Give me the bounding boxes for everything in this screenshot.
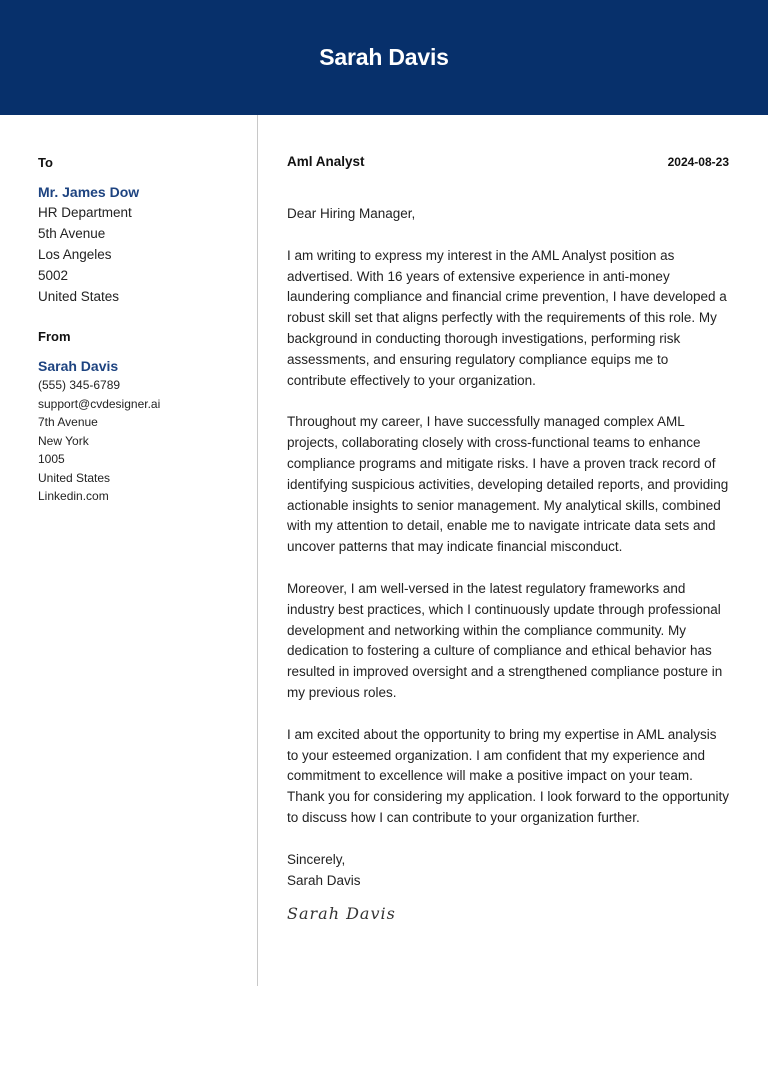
- sender-zip: 1005: [38, 452, 65, 466]
- sender-phone: (555) 345-6789: [38, 378, 121, 392]
- applicant-name: Sarah Davis: [319, 44, 449, 70]
- contact-sidebar: [38, 154, 248, 506]
- letter-date: 2024-08-23: [667, 155, 729, 169]
- sender-email: support@cvdesigner.ai: [38, 396, 161, 411]
- recipient-line: 5002: [38, 268, 69, 283]
- paragraph: I am writing to express my interest in the AML Analyst position as advertised. With 16 years of extensive experience in anti-money laundering compliance and financial crime prevention, I have developed a robust skill set that aligns perfectly with the requirements of this role. My background in conducting thorough investigations, performing risk assessments, and ensuring regulatory compliance equips me to contribute effectively to your organization.: [287, 247, 727, 388]
- recipient-line: Los Angeles: [38, 247, 112, 262]
- sender-city: New York: [38, 433, 89, 448]
- recipient-name: Mr. James Dow: [38, 184, 140, 200]
- from-label: From: [38, 329, 71, 344]
- paragraph: Throughout my career, I have successfully managed complex AML projects, collaborating closely with cross-functional teams to enhance compliance programs and mitigate risks. I have a proven track record of identifying suspicious activities, developing detailed reports, and providing actionable insights to senior management. My analytical skills, combined with my attention to detail, enable me to navigate intricate data sets and uncover patterns that may indicate financial misconduct.: [287, 414, 729, 555]
- recipient-address: [38, 202, 248, 307]
- handwritten-signature: Sarah Davis: [287, 904, 396, 924]
- sender-country: United States: [38, 470, 111, 485]
- recipient-line: 5th Avenue: [38, 226, 106, 241]
- sender-name: Sarah Davis: [38, 358, 119, 374]
- recipient-line: HR Department: [38, 205, 132, 220]
- letter-meta: [287, 154, 729, 172]
- to-label: To: [38, 155, 53, 170]
- paragraph: I am excited about the opportunity to bring my expertise in AML analysis to your esteemed organization. I am confident that my experience and commitment to excellence will make a positive impact on your team. Thank you for considering my application. I look forward to the opportunity to discuss how I can contribute to your organization further.: [287, 726, 729, 825]
- sender-street: 7th Avenue: [38, 415, 98, 429]
- sender-linkedin: Linkedin.com: [38, 489, 109, 503]
- paragraph: Moreover, I am well-versed in the latest regulatory frameworks and industry best practices, which I continuously update through professional development and networking within the compliance community. My dedication to fostering a culture of compliance and ethical behavior has resulted in improved oversight and a strengthened compliance posture in my previous roles.: [287, 580, 723, 700]
- job-title: Aml Analyst: [287, 154, 365, 169]
- recipient-line: United States: [38, 289, 120, 304]
- closing: Sincerely,: [287, 851, 346, 867]
- letter-body: [287, 154, 729, 923]
- closing-name: Sarah Davis: [287, 872, 361, 888]
- greeting: Dear Hiring Manager,: [287, 206, 416, 221]
- sender-contact: [38, 376, 248, 506]
- column-divider: [257, 115, 258, 986]
- page-header: [0, 0, 768, 115]
